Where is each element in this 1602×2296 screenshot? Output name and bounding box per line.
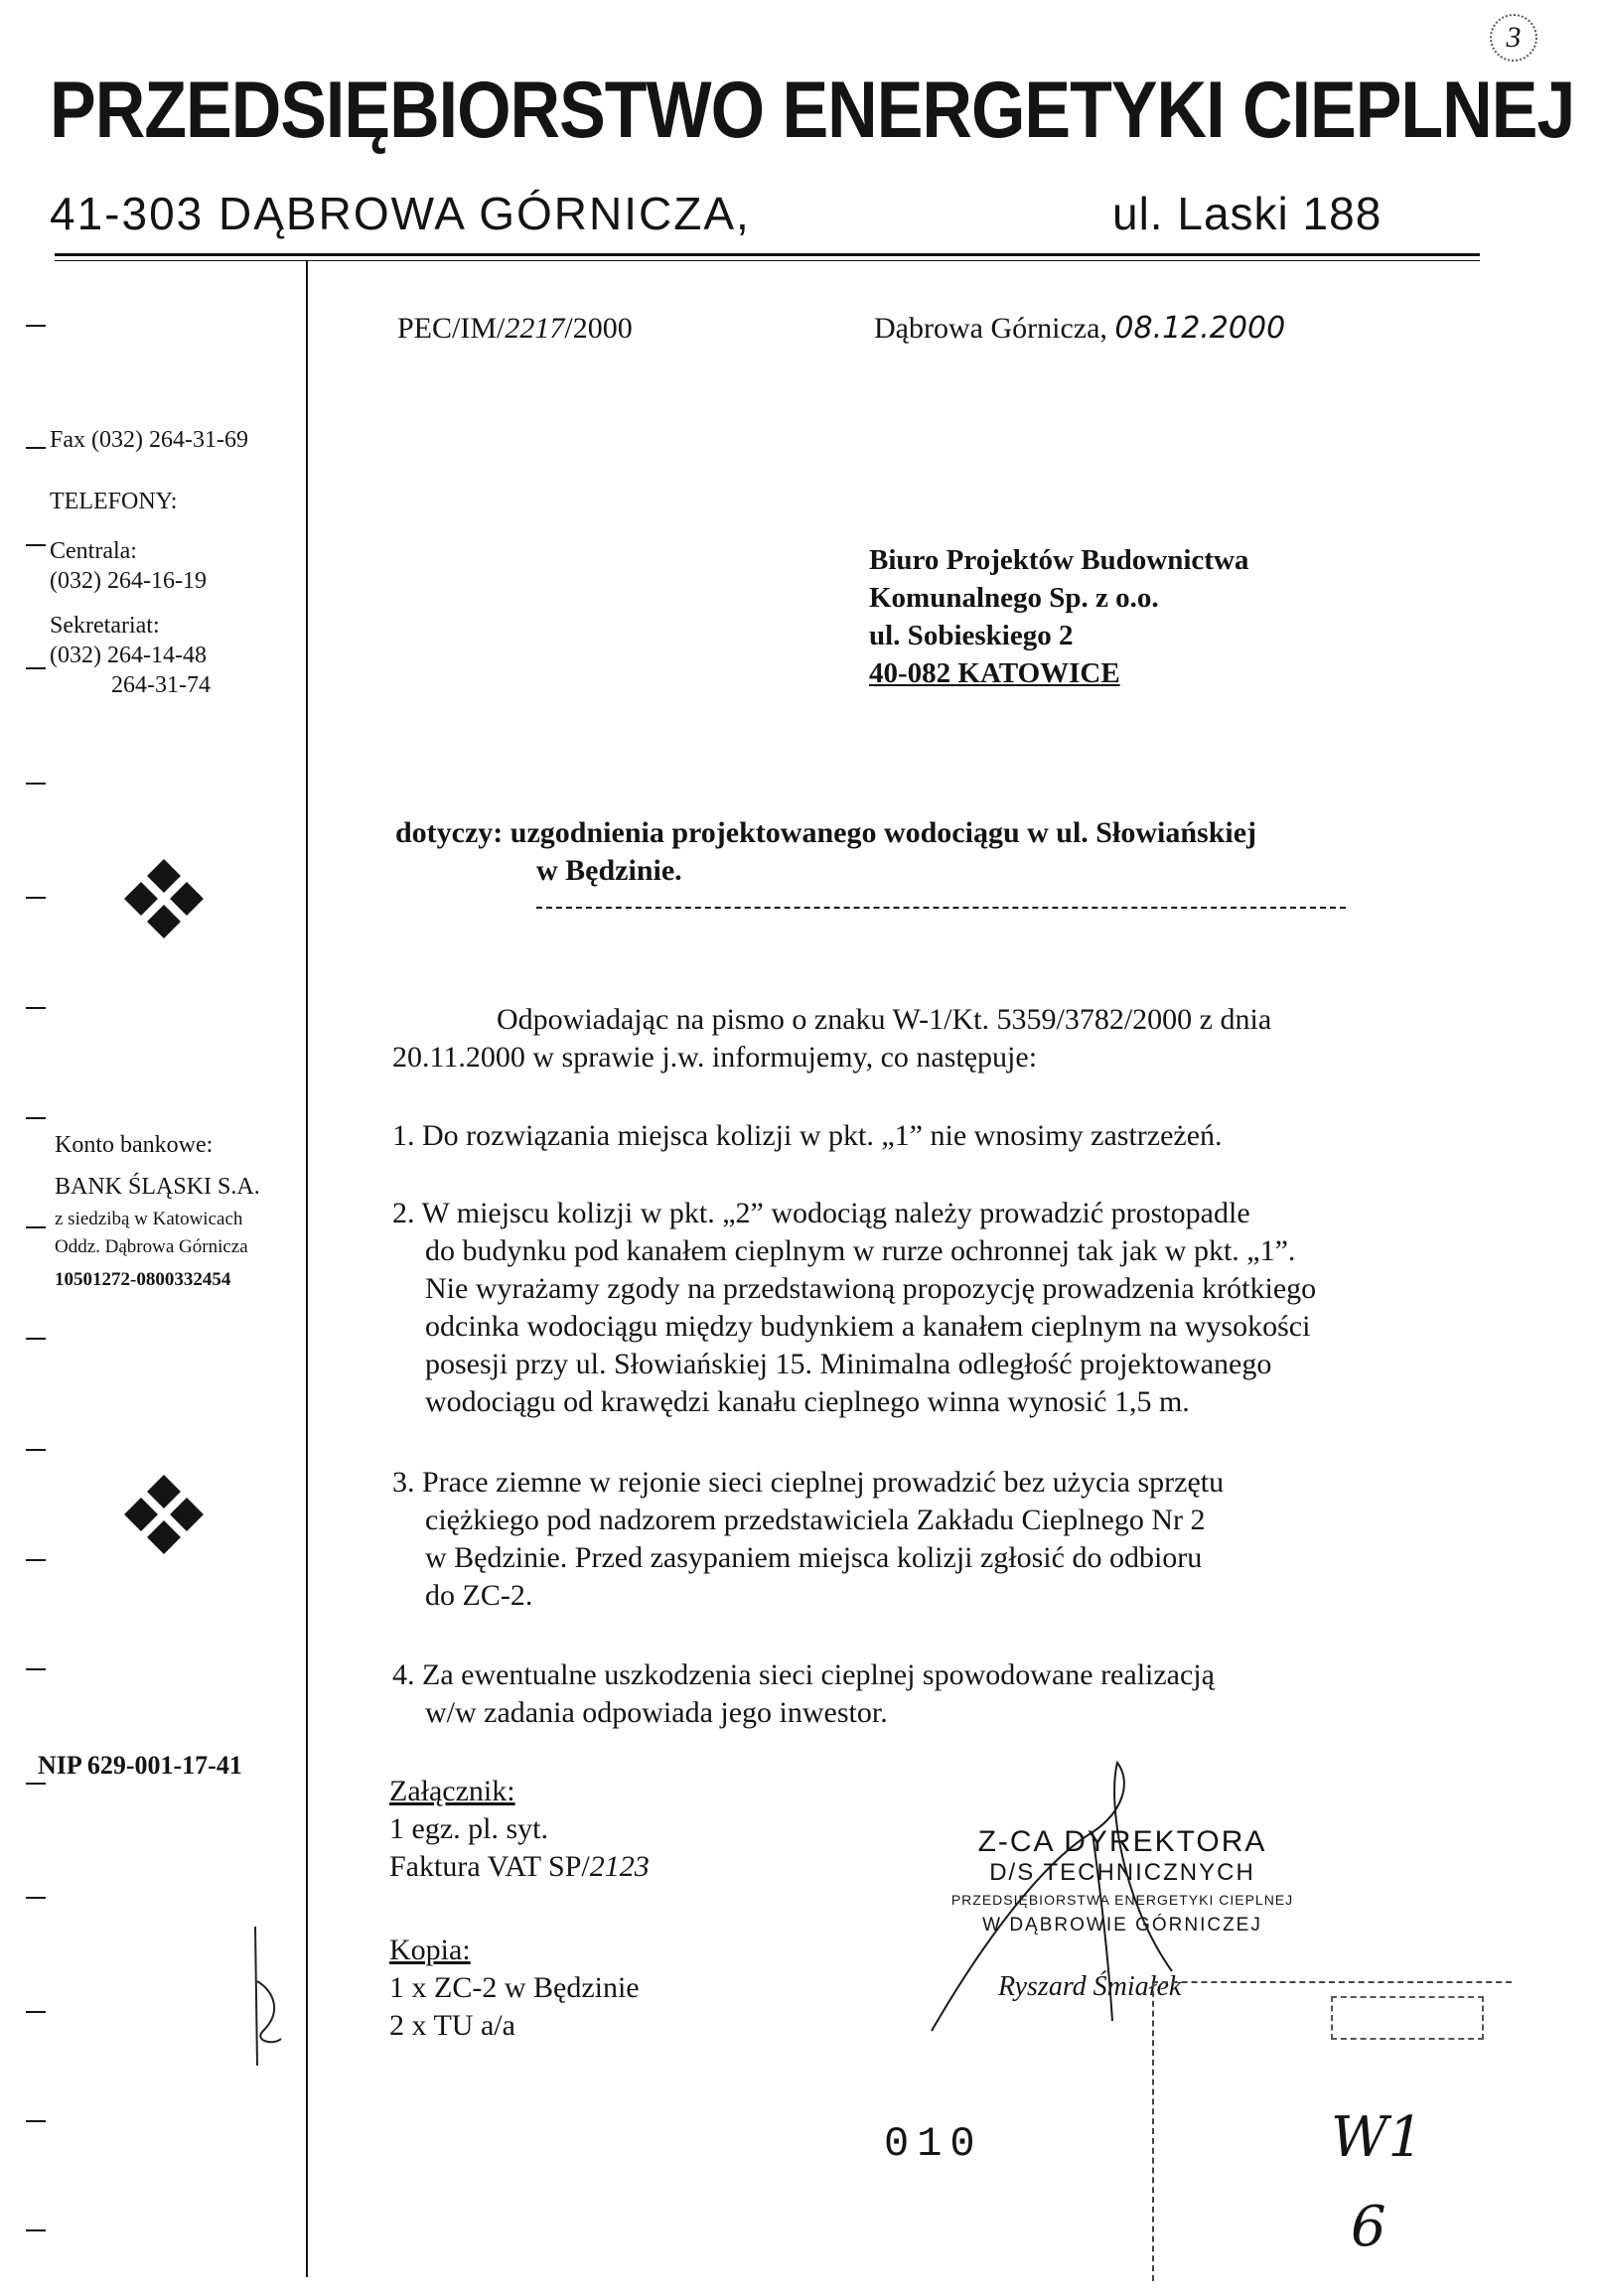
subject-label: dotyczy: (395, 816, 504, 849)
margin-dash (26, 2229, 46, 2231)
stamp-title-2: D/S TECHNICZNYCH (989, 1859, 1255, 1886)
reference-prefix: PEC/IM/ (397, 312, 506, 345)
recipient-line-2: Komunalnego Sp. z o.o. (869, 582, 1159, 614)
item-2-line: wodociągu od krawędzi kanału cieplnego winna wynosić 1,5 m. (425, 1385, 1190, 1418)
subject-text-1: uzgodnienia projektowanego wodociągu w ul. Słowiańskiej (510, 816, 1257, 849)
item-2-line: Nie wyrażamy zgody na przedstawioną propozycję prowadzenia krótkiego (425, 1272, 1317, 1305)
margin-dash (26, 1783, 46, 1785)
receipt-note: W1 (1331, 2105, 1424, 2170)
company-city-address: 41-303 DĄBROWA GÓRNICZA, (50, 188, 751, 239)
diamond-ornament (119, 1475, 209, 1564)
company-street-address: ul. Laski 188 (1112, 188, 1383, 239)
bank-branch: Oddz. Dąbrowa Górnicza (55, 1236, 248, 1257)
company-name: PRZEDSIĘBIORSTWO ENERGETYKI CIEPLNEJ (50, 65, 1575, 155)
margin-dash (26, 1449, 46, 1451)
margin-dash (26, 1668, 46, 1670)
secretariat-number-1: (032) 264-14-48 (50, 643, 207, 668)
place-and-date (874, 310, 1285, 348)
copies-heading: Kopia: (389, 1934, 471, 1966)
recipient-line-4: 40-082 KATOWICE (869, 657, 1120, 689)
subject-line-1 (395, 814, 1256, 852)
item-1: 1. Do rozwiązania miejsca kolizji w pkt. „1” nie wnosimy zastrzeżeń. (392, 1119, 1223, 1152)
margin-dash (26, 1559, 46, 1561)
header-rule-thin (55, 260, 1480, 261)
item-2-line: odcinka wodociągu między budynkiem a kanałem cieplnym na wysokości (425, 1310, 1311, 1343)
intro-line-2: 20.11.2000 w sprawie j.w. informujemy, co następuje: (392, 1041, 1038, 1074)
nip-number: NIP 629-001-17-41 (38, 1751, 242, 1780)
item-2-line: do budynku pod kanałem cieplnym w rurze ochronnej tak jak w pkt. „1”. (425, 1234, 1296, 1267)
receipt-stamp-header (1331, 1996, 1484, 2040)
recipient-line-1: Biuro Projektów Budownictwa (869, 544, 1249, 576)
margin-dash (26, 1226, 46, 1228)
bank-account-number: 10501272-0800332454 (55, 1269, 231, 1290)
item-3-line: ciężkiego pod nadzorem przedstawiciela Zakładu Cieplnego Nr 2 (425, 1504, 1206, 1536)
margin-dash (26, 447, 46, 449)
place-date-prefix: Dąbrowa Górnicza, (874, 312, 1107, 345)
item-3-line: w Będzinie. Przed zasypaniem miejsca kolizji zgłosić do odbioru (425, 1541, 1203, 1574)
stamp-title-3: PRZEDSIĘBIORSTWA ENERGETYKI CIEPLNEJ (950, 1892, 1294, 1908)
diamond-ornament (119, 859, 209, 948)
margin-dash (26, 897, 46, 899)
bank-seat: z siedzibą w Katowicach (55, 1209, 243, 1229)
copy-line-2: 2 x TU a/a (389, 2009, 515, 2042)
attachment-invoice-handwritten: 2123 (589, 1850, 650, 1883)
margin-dash (26, 325, 46, 327)
item-4-line: w/w zadania odpowiada jego inwestor. (425, 1696, 888, 1729)
fax-number: Fax (032) 264-31-69 (50, 427, 248, 453)
page-corner-mark (1490, 14, 1537, 62)
margin-dash (26, 2120, 46, 2122)
margin-dash (26, 1007, 46, 1009)
intro-line-1: Odpowiadając na pismo o znaku W-1/Kt. 5359/3782/2000 z dnia (497, 1003, 1272, 1036)
stamp-title-4: W DĄBROWIE GÓRNICZEJ (982, 1915, 1262, 1936)
signatory-name: Ryszard Śmiałek (998, 1971, 1182, 2002)
page-corner-mark-text: 3 (1506, 21, 1522, 54)
page-number: 010 (884, 2120, 983, 2168)
margin-dash (26, 783, 46, 785)
copy-line-1: 1 x ZC-2 w Będzinie (389, 1971, 640, 2004)
margin-dash (26, 2011, 46, 2013)
recipient-line-3: ul. Sobieskiego 2 (869, 620, 1074, 651)
attachments-heading: Załącznik: (389, 1775, 515, 1807)
item-3-line: do ZC-2. (425, 1579, 533, 1612)
margin-handwritten-mark-icon (243, 1922, 293, 2071)
item-2-line: posesji przy ul. Słowiańskiej 15. Minimalna odległość projektowanego (425, 1348, 1272, 1380)
margin-dash (26, 1117, 46, 1119)
attachment-line-2 (389, 1848, 650, 1886)
date-handwritten: 08.12.2000 (1114, 311, 1286, 346)
receipt-note-2: 6 (1351, 2195, 1386, 2259)
reference-number (397, 310, 633, 348)
margin-dash (26, 1897, 46, 1899)
bank-heading: Konto bankowe: (55, 1132, 214, 1158)
sidebar-divider (306, 261, 308, 2277)
subject-separator (536, 907, 1346, 909)
secretariat-number-2: 264-31-74 (111, 672, 211, 698)
reference-suffix: /2000 (564, 312, 633, 345)
margin-dash (26, 1338, 46, 1340)
central-label: Centrala: (50, 538, 137, 564)
margin-dash (26, 544, 46, 546)
reference-handwritten: 2217 (505, 312, 565, 345)
bank-name: BANK ŚLĄSKI S.A. (55, 1174, 260, 1200)
attachment-invoice-prefix: Faktura VAT SP/ (389, 1850, 590, 1883)
phones-heading: TELEFONY: (50, 489, 178, 514)
item-4-line: 4. Za ewentualne uszkodzenia sieci cieplnej spowodowane realizacją (392, 1658, 1215, 1691)
header-rule (55, 253, 1480, 256)
stamp-title-1: Z-CA DYREKTORA (977, 1825, 1267, 1858)
margin-dash (26, 667, 46, 669)
central-number: (032) 264-16-19 (50, 568, 207, 594)
item-2-line: 2. W miejscu kolizji w pkt. „2” wodociąg należy prowadzić prostopadle (392, 1197, 1250, 1229)
secretariat-label: Sekretariat: (50, 613, 160, 639)
subject-line-2: w Będzinie. (536, 854, 682, 887)
item-3-line: 3. Prace ziemne w rejonie sieci cieplnej prowadzić bez użycia sprzętu (392, 1466, 1225, 1499)
attachment-line-1: 1 egz. pl. syt. (389, 1812, 548, 1845)
